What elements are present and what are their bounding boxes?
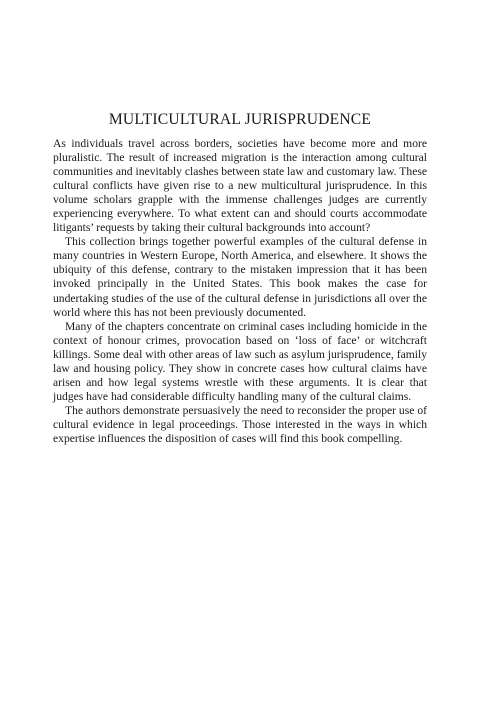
blurb-text (53, 137, 427, 446)
paragraph-intro: As individuals travel across borders, societies have become more and more pluralistic. The result of increased migration is the interaction among cultural communities and inevitably clashes between state law and customary law. These cultural conflicts have given rise to a new multicultural jurisprudence. In this volume scholars grapple with the immense challenges judges are currently experiencing everywhere. To what extent can and should courts accommodate litigants’ requests by taking their cultural backgrounds into account? (53, 137, 427, 235)
page-title: MULTICULTURAL JURISPRUDENCE (108, 111, 372, 128)
paragraph-chapters: Many of the chapters concentrate on criminal cases including homicide in the context of honour crimes, provocation based on ‘loss of face’ or witchcraft killings. Some deal with other areas of law such as asylum jurisprudence, family law and housing policy. They show in concrete cases how cultural claims have arisen and how legal systems wrestle with these arguments. It is clear that judges have had considerable difficulty handling many of the cultural claims. (53, 319, 427, 403)
paragraph-collection: This collection brings together powerful examples of the cultural defense in many countries in Western Europe, North America, and elsewhere. It shows the ubiquity of this defense, contrary to the mistaken impression that it has been invoked principally in the United States. This book makes the case for undertaking studies of the use of the cultural defense in jurisdictions all over the world where this has not been previously documented. (53, 235, 427, 319)
paragraph-authors: The authors demonstrate persuasively the need to reconsider the proper use of cultural evidence in legal proceedings. Those interested in the ways in which expertise influences the disposition of cases will find this book compelling. (53, 403, 427, 445)
